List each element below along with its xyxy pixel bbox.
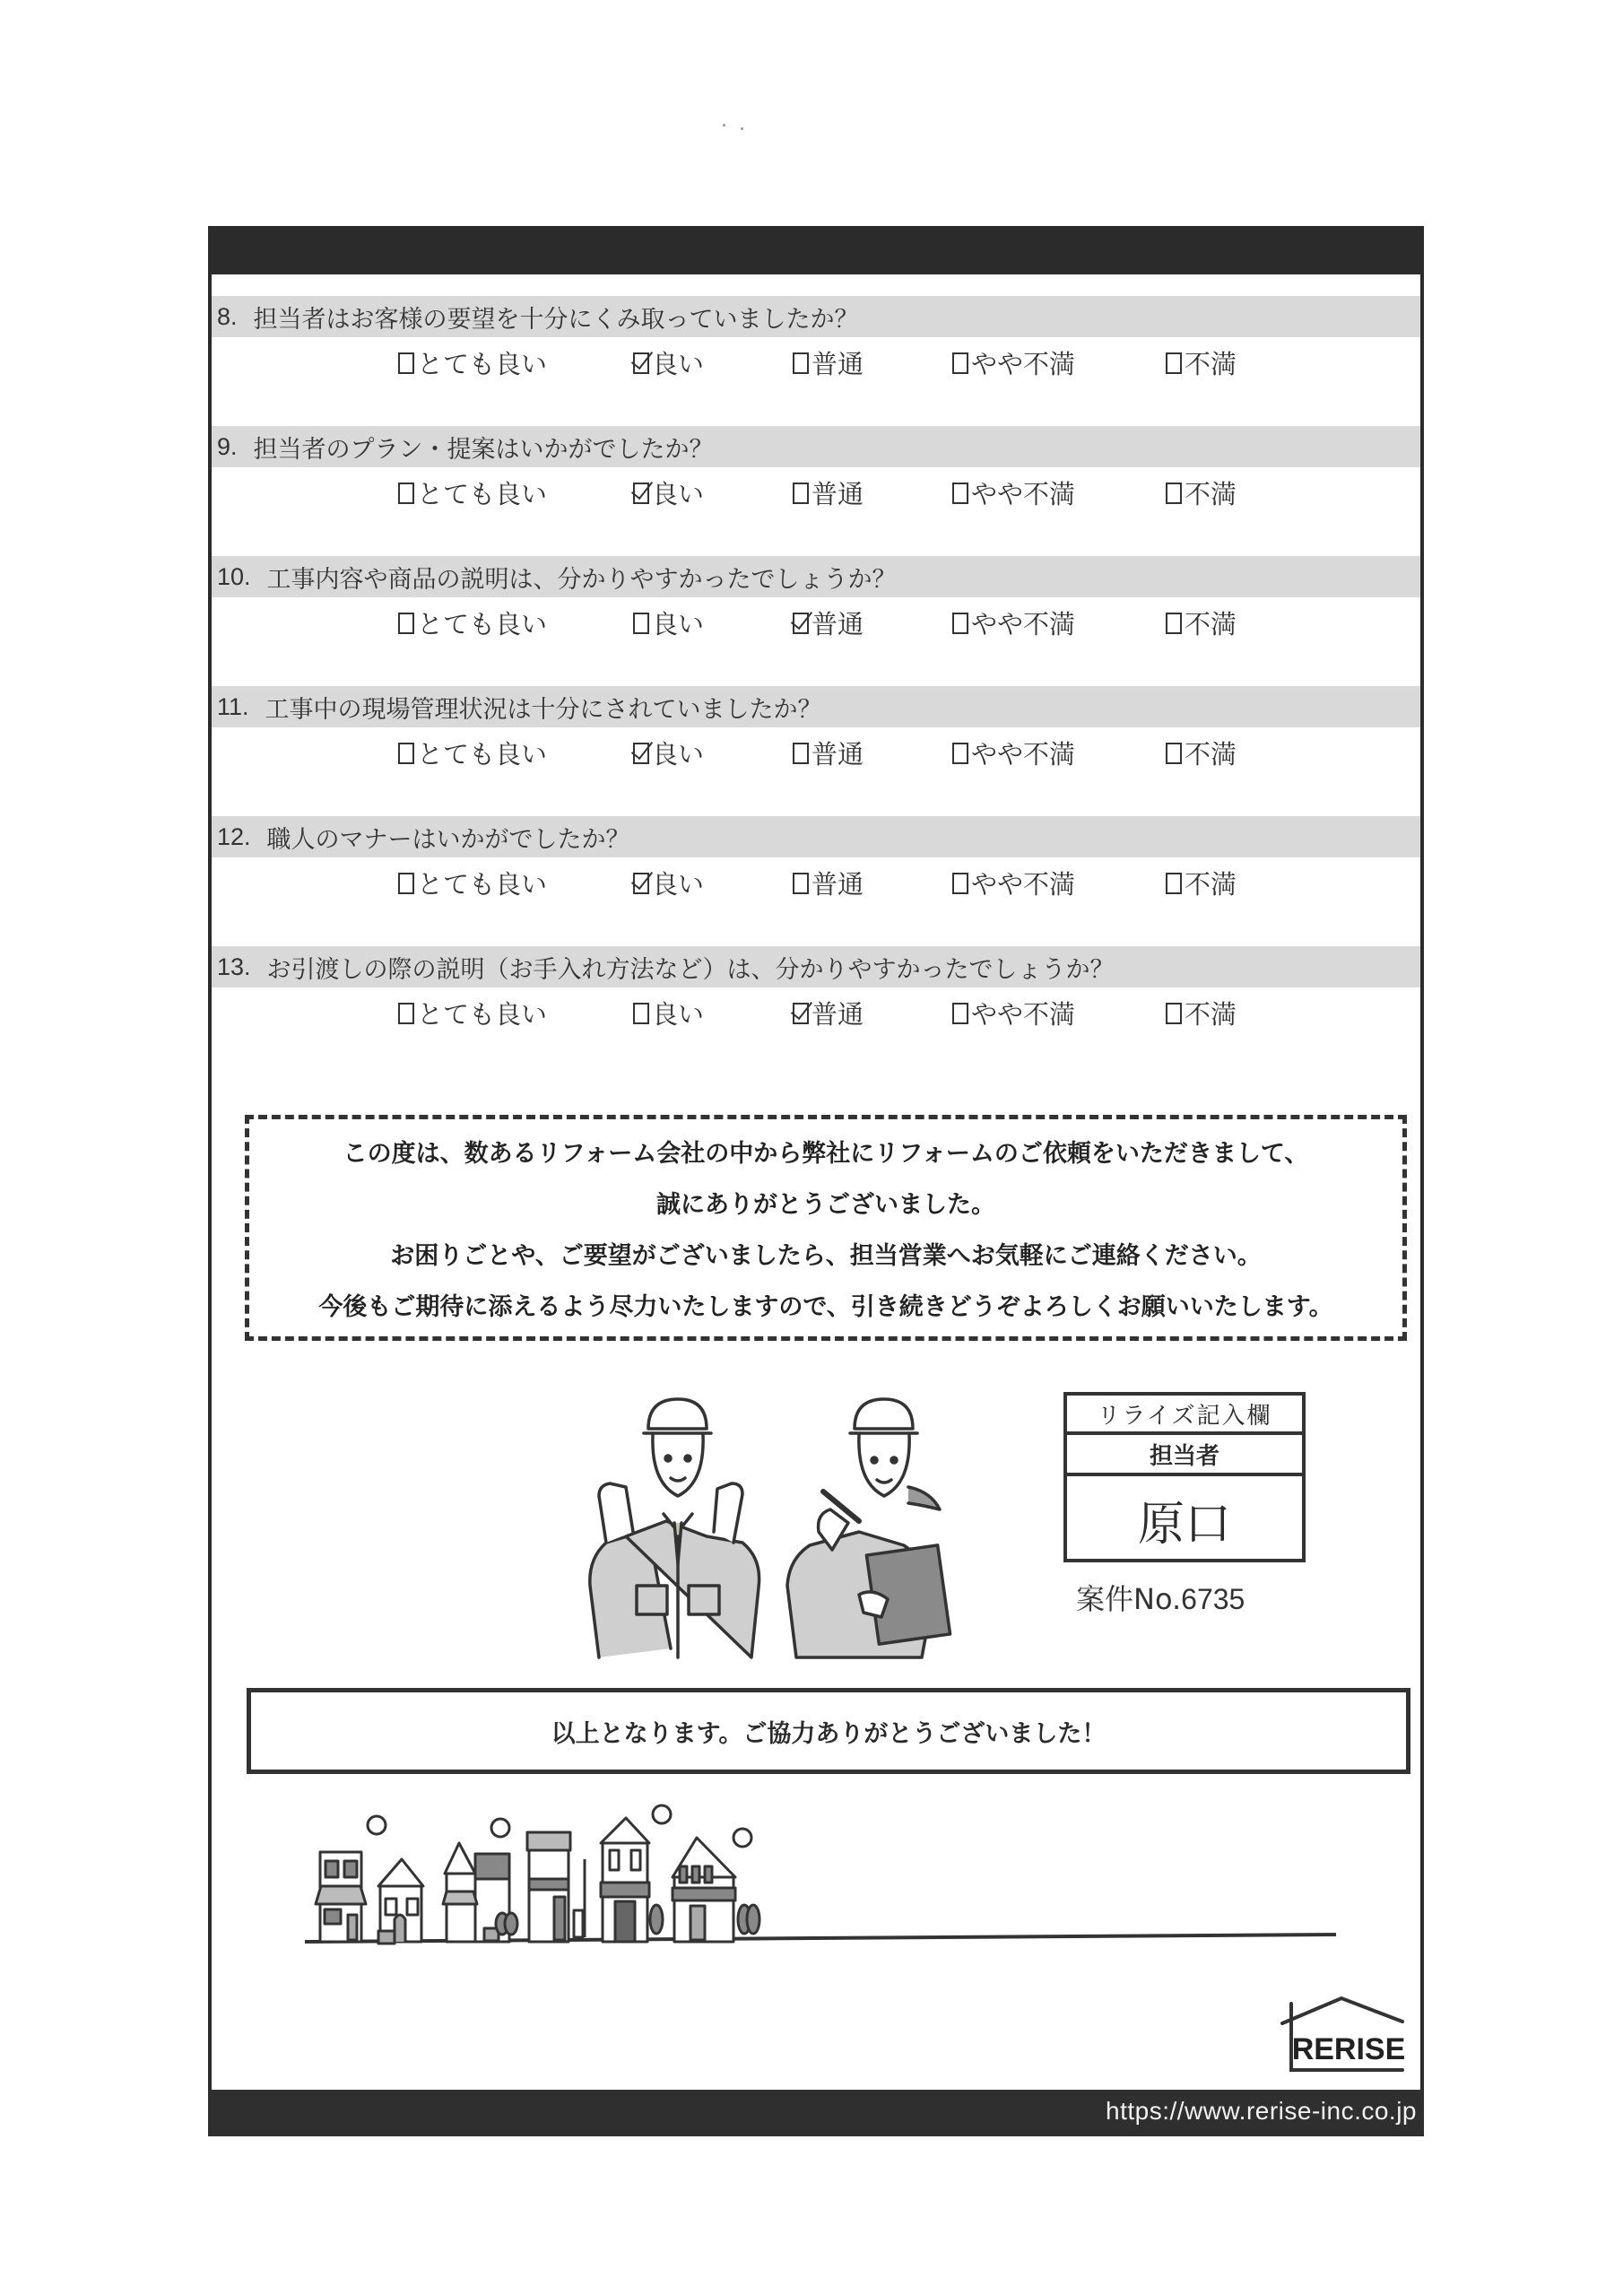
rating-option-label: 不満: [1185, 999, 1237, 1030]
question-number: 9.: [217, 432, 238, 460]
checkbox-icon[interactable]: [952, 483, 968, 504]
rating-option[interactable]: [1166, 604, 1237, 641]
townscape-illustration: [305, 1798, 1345, 1969]
rating-option-label: やや不満: [971, 999, 1076, 1030]
rating-option-label: 良い: [652, 349, 705, 379]
checkbox-checked-icon[interactable]: [633, 743, 649, 764]
checkbox-icon[interactable]: [952, 352, 968, 374]
staff-name: 原口: [1137, 1497, 1231, 1552]
checkbox-icon[interactable]: [793, 873, 809, 894]
question-text: 担当者はお客様の要望を十分にくみ取っていましたか？: [253, 305, 859, 334]
message-line-1: この度は、数あるリフォーム会社の中から弊社にリフォームのご依頼をいただきまして、: [343, 1140, 1309, 1168]
rating-option-label: とても良い: [417, 739, 548, 770]
rating-option[interactable]: [793, 474, 864, 511]
checkbox-icon[interactable]: [398, 873, 414, 894]
rating-option-label: とても良い: [417, 479, 548, 509]
rating-option[interactable]: [793, 604, 864, 641]
rating-option-label: とても良い: [417, 869, 548, 900]
case-number-value: 6735: [1181, 1583, 1245, 1615]
rating-option[interactable]: [398, 735, 547, 771]
rating-option[interactable]: [952, 865, 1075, 901]
rating-option-label: 良い: [652, 739, 705, 770]
question-number: 8.: [217, 302, 238, 330]
checkbox-icon[interactable]: [398, 1003, 414, 1024]
question-number: 10.: [217, 562, 251, 590]
question-header: [212, 946, 1420, 987]
checkbox-icon[interactable]: [952, 873, 968, 894]
rating-option[interactable]: [398, 474, 547, 511]
checkbox-icon[interactable]: [793, 743, 809, 764]
checkbox-icon[interactable]: [398, 613, 414, 634]
workers-illustration: [563, 1388, 985, 1666]
rating-option[interactable]: [398, 604, 547, 641]
rating-option[interactable]: [952, 474, 1075, 511]
rating-option-label: とても良い: [417, 349, 548, 379]
checkbox-icon[interactable]: [1166, 743, 1182, 764]
rating-option[interactable]: [952, 604, 1075, 641]
rating-option-label: やや不満: [971, 609, 1076, 639]
rating-options: [212, 597, 1420, 651]
question-number: 11.: [217, 692, 249, 720]
rating-option[interactable]: [633, 865, 704, 901]
question-text: 工事内容や商品の説明は、分かりやすかったでしょうか？: [266, 565, 897, 594]
survey-question: [212, 426, 1420, 521]
staff-entry-header: リライズ記入欄: [1067, 1396, 1302, 1435]
checkbox-icon[interactable]: [952, 1003, 968, 1024]
question-header: [212, 426, 1420, 467]
rating-option[interactable]: [1166, 735, 1237, 771]
question-text: 職人のマナーはいかがでしたか？: [266, 825, 630, 854]
survey-question: [212, 686, 1420, 781]
rating-option-label: 普通: [812, 999, 864, 1030]
question-header: [212, 556, 1420, 597]
rating-option-label: 良い: [652, 479, 705, 509]
survey-question: [212, 946, 1420, 1041]
checkbox-checked-icon[interactable]: [793, 1003, 809, 1024]
footer-bar: [208, 2090, 1424, 2136]
rating-option[interactable]: [398, 344, 547, 381]
rating-option[interactable]: [1166, 865, 1237, 901]
rating-options: [212, 337, 1420, 391]
checkbox-icon[interactable]: [1166, 873, 1182, 894]
question-header: [212, 686, 1420, 727]
checkbox-checked-icon[interactable]: [633, 873, 649, 894]
rating-option[interactable]: [1166, 344, 1237, 381]
rating-option[interactable]: [398, 865, 547, 901]
question-header: [212, 816, 1420, 857]
case-number-label: 案件No.: [1076, 1582, 1182, 1616]
checkbox-icon[interactable]: [1166, 1003, 1182, 1024]
rating-option-label: やや不満: [971, 869, 1076, 900]
checkbox-icon[interactable]: [793, 483, 809, 504]
survey-question: [212, 296, 1420, 391]
question-header: [212, 296, 1420, 337]
rating-option-label: 普通: [812, 609, 864, 639]
rating-option[interactable]: [1166, 995, 1237, 1031]
scan-speck: [723, 124, 725, 126]
checkbox-icon[interactable]: [952, 613, 968, 634]
survey-question: [212, 556, 1420, 651]
case-number: [1076, 1577, 1245, 1618]
rating-option-label: 良い: [652, 869, 705, 900]
rating-option[interactable]: [398, 995, 547, 1031]
question-text: 担当者のプラン・提案はいかがでしたか？: [253, 435, 714, 464]
question-number: 13.: [217, 952, 251, 980]
rating-option-label: とても良い: [417, 609, 548, 639]
rating-option[interactable]: [952, 995, 1075, 1031]
question-number: 12.: [217, 822, 251, 850]
rating-option[interactable]: [793, 865, 864, 901]
rating-option[interactable]: [633, 735, 704, 771]
closing-message: 以上となります。ご協力ありがとうございました！: [551, 1719, 1107, 1748]
checkbox-icon[interactable]: [633, 1003, 649, 1024]
rating-option[interactable]: [633, 474, 704, 511]
rating-option-label: 普通: [812, 869, 864, 900]
rating-option[interactable]: [633, 604, 704, 641]
rating-option-label: 不満: [1185, 609, 1237, 639]
rating-option[interactable]: [793, 995, 864, 1031]
checkbox-icon[interactable]: [1166, 483, 1182, 504]
rating-option[interactable]: [633, 995, 704, 1031]
staff-label: 担当者: [1067, 1435, 1302, 1476]
checkbox-checked-icon[interactable]: [793, 613, 809, 634]
scan-speck: [741, 127, 743, 130]
rating-option[interactable]: [1166, 474, 1237, 511]
rating-options: [212, 467, 1420, 521]
rating-options: [212, 727, 1420, 781]
rating-options: [212, 857, 1420, 911]
rating-option-label: 不満: [1185, 739, 1237, 770]
rating-option-label: やや不満: [971, 479, 1076, 509]
rating-option-label: 普通: [812, 479, 864, 509]
checkbox-icon[interactable]: [633, 613, 649, 634]
rating-option-label: 不満: [1185, 869, 1237, 900]
rating-option[interactable]: [793, 344, 864, 381]
checkbox-icon[interactable]: [1166, 352, 1182, 374]
rating-option[interactable]: [793, 735, 864, 771]
checkbox-icon[interactable]: [1166, 613, 1182, 634]
question-text: 工事中の現場管理状況は十分にされていましたか？: [265, 695, 822, 724]
message-line-4: 今後もご期待に添えるよう尽力いたしますので、引き続きどうぞよろしくお願いいたします。: [318, 1293, 1333, 1321]
survey-question: [212, 816, 1420, 911]
rating-option-label: 普通: [812, 739, 864, 770]
question-text: お引渡しの際の説明（お手入れ方法など）は、分かりやすかったでしょうか？: [266, 955, 1115, 984]
closing-message-box: [247, 1688, 1410, 1774]
rating-option-label: 不満: [1185, 349, 1237, 379]
thank-you-message-box: [245, 1115, 1407, 1341]
rating-option-label: やや不満: [971, 739, 1076, 770]
checkbox-icon[interactable]: [398, 743, 414, 764]
website-url[interactable]: https://www.rerise-inc.co.jp: [1106, 2097, 1417, 2125]
staff-entry-box: [1063, 1392, 1306, 1562]
rating-option[interactable]: [952, 344, 1075, 381]
rating-option-label: 良い: [652, 999, 705, 1030]
checkbox-icon[interactable]: [398, 352, 414, 374]
message-line-3: お困りごとや、ご要望がございましたら、担当営業へお気軽にご連絡ください。: [390, 1242, 1262, 1270]
checkbox-icon[interactable]: [793, 352, 809, 374]
rating-option[interactable]: [952, 735, 1075, 771]
checkbox-icon[interactable]: [398, 483, 414, 504]
rerise-logo: [1277, 1977, 1411, 2081]
rating-option-label: 良い: [652, 609, 705, 639]
rating-option-label: 不満: [1185, 479, 1237, 509]
rating-option-label: やや不満: [971, 349, 1076, 379]
rating-option[interactable]: [633, 344, 704, 381]
checkbox-icon[interactable]: [952, 743, 968, 764]
checkbox-checked-icon[interactable]: [633, 483, 649, 504]
rating-option-label: とても良い: [417, 999, 548, 1030]
checkbox-checked-icon[interactable]: [633, 352, 649, 374]
message-line-2: 誠にありがとうございました。: [656, 1191, 995, 1219]
rating-options: [212, 987, 1420, 1041]
logo-text: RERISE: [1291, 2032, 1406, 2066]
rating-option-label: 普通: [812, 349, 864, 379]
